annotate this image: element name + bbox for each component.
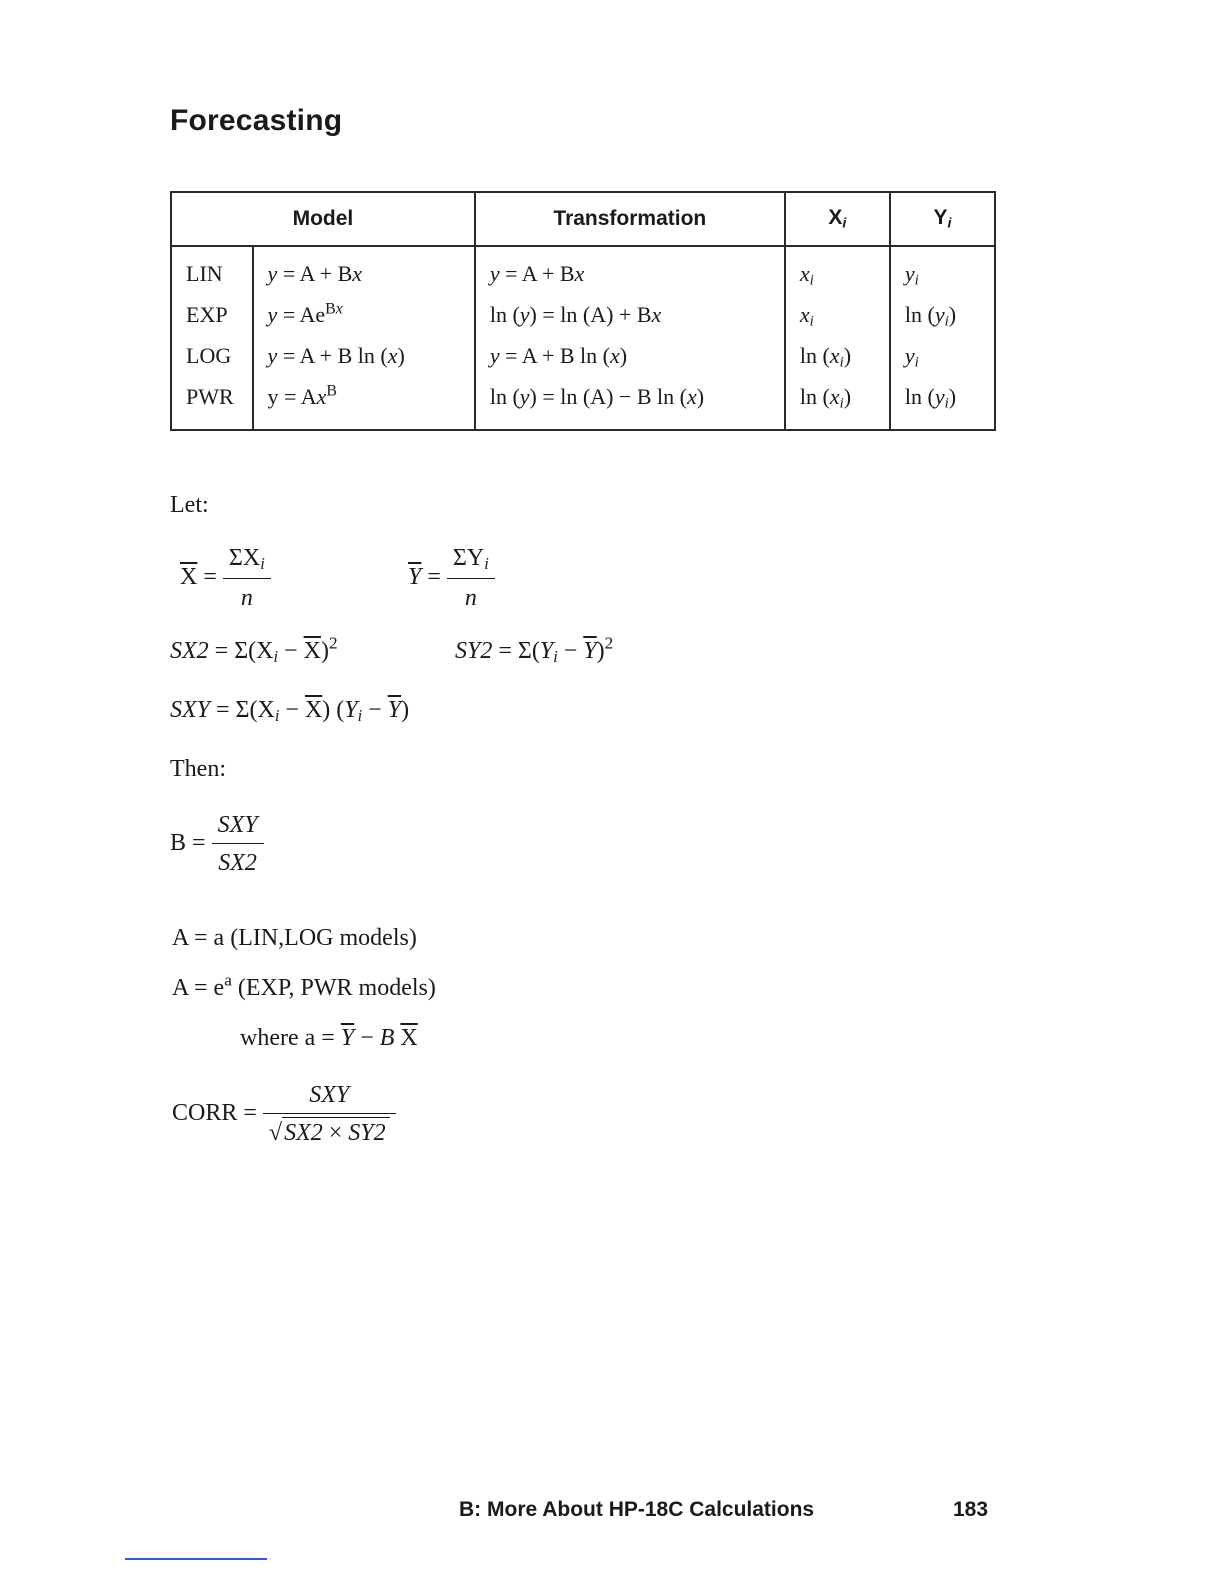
model-eq-lin: y = A + Bx — [267, 261, 363, 286]
where-a-formula: where $a = \overline{Y} - B$ $\overline{X}$ — [240, 1025, 418, 1051]
transform-exp: ln (y) = ln (A) + Bx — [489, 302, 662, 327]
xi-column — [785, 246, 890, 430]
page-number: 183 — [953, 1498, 989, 1521]
let-label: Let: — [170, 492, 209, 518]
model-name-column — [171, 246, 253, 430]
page-title: Forecasting — [170, 104, 343, 137]
a-lin-log-formula: A = a (LIN,LOG models) — [172, 925, 417, 951]
header-model: Model — [171, 192, 475, 246]
model-name-lin: LIN — [186, 261, 223, 286]
sy2-formula: $SY2 = \Sigma(Y_i - \overline{Y})^2$ — [455, 633, 614, 667]
header-transformation: Transformation — [475, 192, 785, 246]
table-header-row — [171, 192, 995, 246]
mean-x-formula: $\overline{X}$ = $\frac{\Sigma X_i}{n}$ — [180, 545, 271, 612]
a-exp-pwr-formula: $A = e^a$ (EXP, PWR models) — [172, 970, 436, 1001]
table-body-row — [171, 246, 995, 430]
yi-lin: $y_i$ — [904, 261, 919, 289]
model-eq-exp: $y = Ae^{Bx}$ — [267, 300, 343, 327]
yi-pwr: $\ln (y_i)$ — [904, 384, 957, 412]
transform-log: y = A + B ln (x) — [489, 343, 628, 368]
yi-exp: $\ln (y_i)$ — [904, 302, 957, 330]
header-yi: $Y_i$ — [890, 192, 995, 246]
header-xi: $X_i$ — [785, 192, 890, 246]
transform-lin: y = A + Bx — [489, 261, 585, 286]
transform-pwr: ln (y) = ln (A) − B ln (x) — [489, 384, 705, 409]
xi-log: $\ln (x_i)$ — [799, 343, 852, 371]
forecasting-models-table — [170, 191, 996, 431]
model-name-pwr: PWR — [186, 384, 234, 409]
b-formula: B = $\frac{\text{SXY}}{SX2}$ — [170, 812, 264, 877]
model-name-log: LOG — [186, 343, 232, 368]
model-eq-pwr: $y = Ax^B$ — [267, 382, 337, 409]
sx2-formula: $SX2 = \Sigma(X_i - \overline{X})^2$ — [170, 633, 338, 667]
model-name-exp: EXP — [186, 302, 228, 327]
transformation-column — [475, 246, 785, 430]
link-underline — [125, 1558, 267, 1560]
then-label: Then: — [170, 756, 226, 782]
xi-pwr: $\ln (x_i)$ — [799, 384, 852, 412]
corr-formula: CORR = $\frac{\text{SXY}}{√SX2 \times SY2}$ — [172, 1082, 396, 1147]
yi-column — [890, 246, 995, 430]
sxy-formula: SXY = $\Sigma(X_i - \overline{X}) (Y_i - \overline{Y})$ — [170, 697, 410, 726]
footer-section-title: B: More About HP-18C Calculations — [459, 1498, 815, 1521]
model-eq-log: y = A + B ln (x) — [267, 343, 405, 368]
xi-lin: $x_i$ — [799, 261, 814, 289]
xi-exp: $x_i$ — [799, 302, 814, 330]
model-equation-column — [253, 246, 475, 430]
yi-log: $y_i$ — [904, 343, 919, 371]
mean-y-formula: $\overline{Y}$ = $\frac{\Sigma Y_i}{n}$ — [408, 545, 495, 612]
